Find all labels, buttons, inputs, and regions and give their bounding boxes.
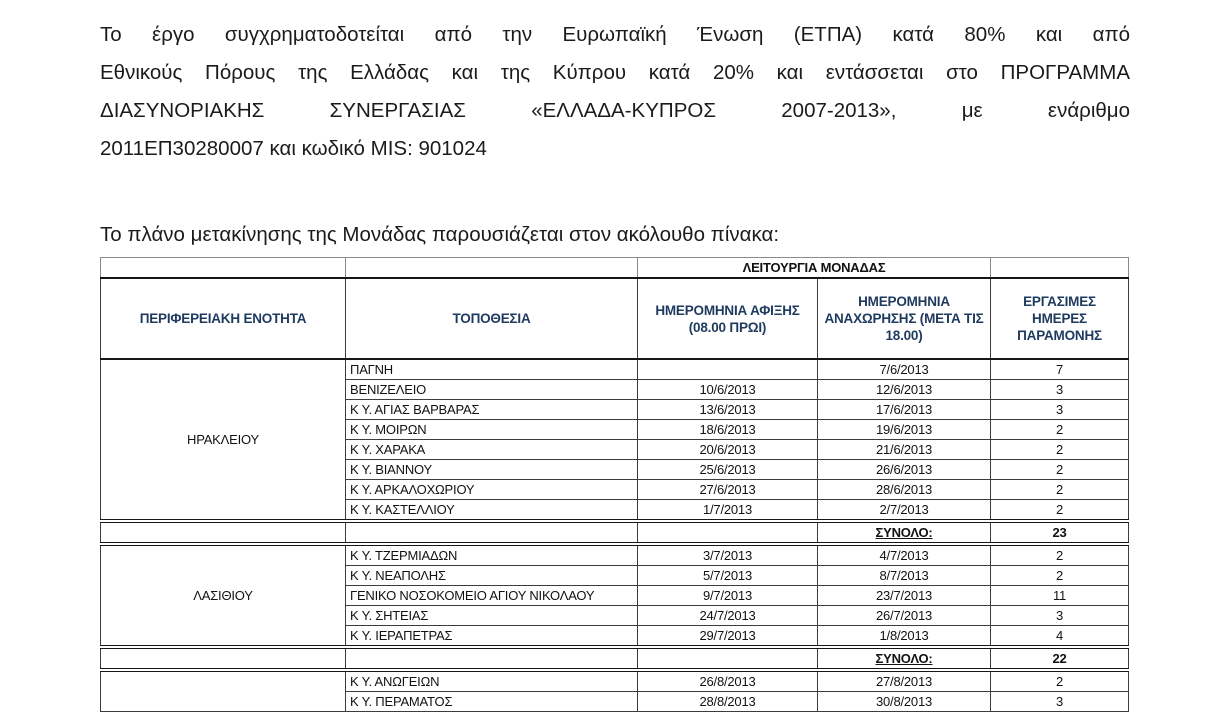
days-cell: 4 [991,626,1129,648]
table-header-row [101,278,1129,359]
intro-line: Το έργο συγχρηματοδοτείται από την Ευρωπαϊκή Ένωση (ΕΤΠΑ) κατά 80% και από [100,23,1130,46]
arrival-cell: 9/7/2013 [638,586,818,606]
intro-line: 2011ΕΠ30280007 και κωδικό MIS: 901024 [100,137,487,160]
arrival-cell: 13/6/2013 [638,400,818,420]
total-label: ΣΥΝΟΛΟ: [818,521,991,544]
departure-cell: 4/7/2013 [818,544,991,566]
empty-cell [638,647,818,670]
arrival-cell: 28/8/2013 [638,692,818,712]
table-row [101,670,1129,692]
days-cell: 3 [991,692,1129,712]
location-cell: Κ Υ. ΣΗΤΕΙΑΣ [346,606,638,626]
departure-cell: 21/6/2013 [818,440,991,460]
arrival-cell: 5/7/2013 [638,566,818,586]
movement-plan-table [100,257,1129,712]
location-cell: Κ Υ. ΚΑΣΤΕΛΛΙΟΥ [346,500,638,522]
days-cell: 2 [991,500,1129,522]
table-row [101,544,1129,566]
total-value: 22 [991,647,1129,670]
unit-operation-header: ΛΕΙΤΟΥΡΓΙΑ ΜΟΝΑΔΑΣ [638,258,991,279]
departure-cell: 7/6/2013 [818,359,991,380]
departure-cell: 23/7/2013 [818,586,991,606]
group-total-row [101,521,1129,544]
days-cell: 11 [991,586,1129,606]
location-cell: Κ Υ. ΒΙΑΝΝΟΥ [346,460,638,480]
intro-line: Εθνικούς Πόρους της Ελλάδας και της Κύπρου κατά 20% και εντάσσεται στο ΠΡΟΓΡΑΜΜΑ [100,61,1130,84]
days-cell: 2 [991,420,1129,440]
location-cell: ΓΕΝΙΚΟ ΝΟΣΟΚΟΜΕΙΟ ΑΓΙΟΥ ΝΙΚΟΛΑΟΥ [346,586,638,606]
days-cell: 2 [991,544,1129,566]
empty-cell [101,521,346,544]
arrival-cell: 1/7/2013 [638,500,818,522]
col-header-days: ΕΡΓΑΣΙΜΕΣ ΗΜΕΡΕΣ ΠΑΡΑΜΟΝΗΣ [991,278,1129,359]
departure-cell: 26/6/2013 [818,460,991,480]
intro-line: ΔΙΑΣΥΝΟΡΙΑΚΗΣ ΣΥΝΕΡΓΑΣΙΑΣ «ΕΛΛΑΔΑ-ΚΥΠΡΟΣ 2007-2013», με ενάριθμο [100,99,1130,122]
departure-cell: 1/8/2013 [818,626,991,648]
days-cell: 2 [991,440,1129,460]
empty-cell [638,521,818,544]
days-cell: 2 [991,480,1129,500]
days-cell: 3 [991,380,1129,400]
days-cell: 2 [991,566,1129,586]
arrival-cell: 29/7/2013 [638,626,818,648]
departure-cell: 27/8/2013 [818,670,991,692]
location-cell: Κ Υ. ΤΖΕΡΜΙΑΔΩΝ [346,544,638,566]
location-cell: ΒΕΝΙΖΕΛΕΙΟ [346,380,638,400]
location-cell: Κ Υ. ΑΝΩΓΕΙΩΝ [346,670,638,692]
col-header-arrival: ΗΜΕΡΟΜΗΝΙΑ ΑΦΙΞΗΣ (08.00 ΠΡΩΙ) [638,278,818,359]
days-cell: 3 [991,400,1129,420]
departure-cell: 26/7/2013 [818,606,991,626]
location-cell: Κ Υ. ΙΕΡΑΠΕΤΡΑΣ [346,626,638,648]
total-label: ΣΥΝΟΛΟ: [818,647,991,670]
arrival-cell [638,359,818,380]
empty-cell [991,258,1129,279]
days-cell: 2 [991,670,1129,692]
col-header-region: ΠΕΡΙΦΕΡΕΙΑΚΗ ΕΝΟΤΗΤΑ [101,278,346,359]
location-cell: Κ Υ. ΑΡΚΑΛΟΧΩΡΙΟΥ [346,480,638,500]
location-cell: Κ Υ. ΧΑΡΑΚΑ [346,440,638,460]
col-header-location: ΤΟΠΟΘΕΣΙΑ [346,278,638,359]
location-cell: Κ Υ. ΑΓΙΑΣ ΒΑΡΒΑΡΑΣ [346,400,638,420]
table-row [101,359,1129,380]
location-cell: Κ Υ. ΜΟΙΡΩΝ [346,420,638,440]
col-header-departure: ΗΜΕΡΟΜΗΝΙΑ ΑΝΑΧΩΡΗΣΗΣ (ΜΕΤΑ ΤΙΣ 18.00) [818,278,991,359]
total-value: 23 [991,521,1129,544]
region-cell: ΛΑΣΙΘΙΟΥ [101,544,346,647]
arrival-cell: 3/7/2013 [638,544,818,566]
days-cell: 3 [991,606,1129,626]
departure-cell: 8/7/2013 [818,566,991,586]
departure-cell: 30/8/2013 [818,692,991,712]
table-span-row [101,258,1129,279]
arrival-cell: 26/8/2013 [638,670,818,692]
location-cell: Κ Υ. ΠΕΡΑΜΑΤΟΣ [346,692,638,712]
location-cell: Κ Υ. ΝΕΑΠΟΛΗΣ [346,566,638,586]
departure-cell: 12/6/2013 [818,380,991,400]
document-page [100,16,1130,712]
region-cell: ΗΡΑΚΛΕΙΟΥ [101,359,346,521]
arrival-cell: 10/6/2013 [638,380,818,400]
arrival-cell: 24/7/2013 [638,606,818,626]
days-cell: 7 [991,359,1129,380]
departure-cell: 28/6/2013 [818,480,991,500]
arrival-cell: 25/6/2013 [638,460,818,480]
group-total-row [101,647,1129,670]
arrival-cell: 20/6/2013 [638,440,818,460]
empty-cell [346,258,638,279]
departure-cell: 17/6/2013 [818,400,991,420]
arrival-cell: 18/6/2013 [638,420,818,440]
table-intro-line: Το πλάνο μετακίνησης της Μονάδας παρουσιάζεται στον ακόλουθο πίνακα: [100,223,780,246]
empty-cell [346,647,638,670]
departure-cell: 19/6/2013 [818,420,991,440]
arrival-cell: 27/6/2013 [638,480,818,500]
location-cell: ΠΑΓΝΗ [346,359,638,380]
intro-paragraph [100,16,1130,168]
empty-cell [346,521,638,544]
empty-cell [101,647,346,670]
empty-cell [101,258,346,279]
days-cell: 2 [991,460,1129,480]
departure-cell: 2/7/2013 [818,500,991,522]
